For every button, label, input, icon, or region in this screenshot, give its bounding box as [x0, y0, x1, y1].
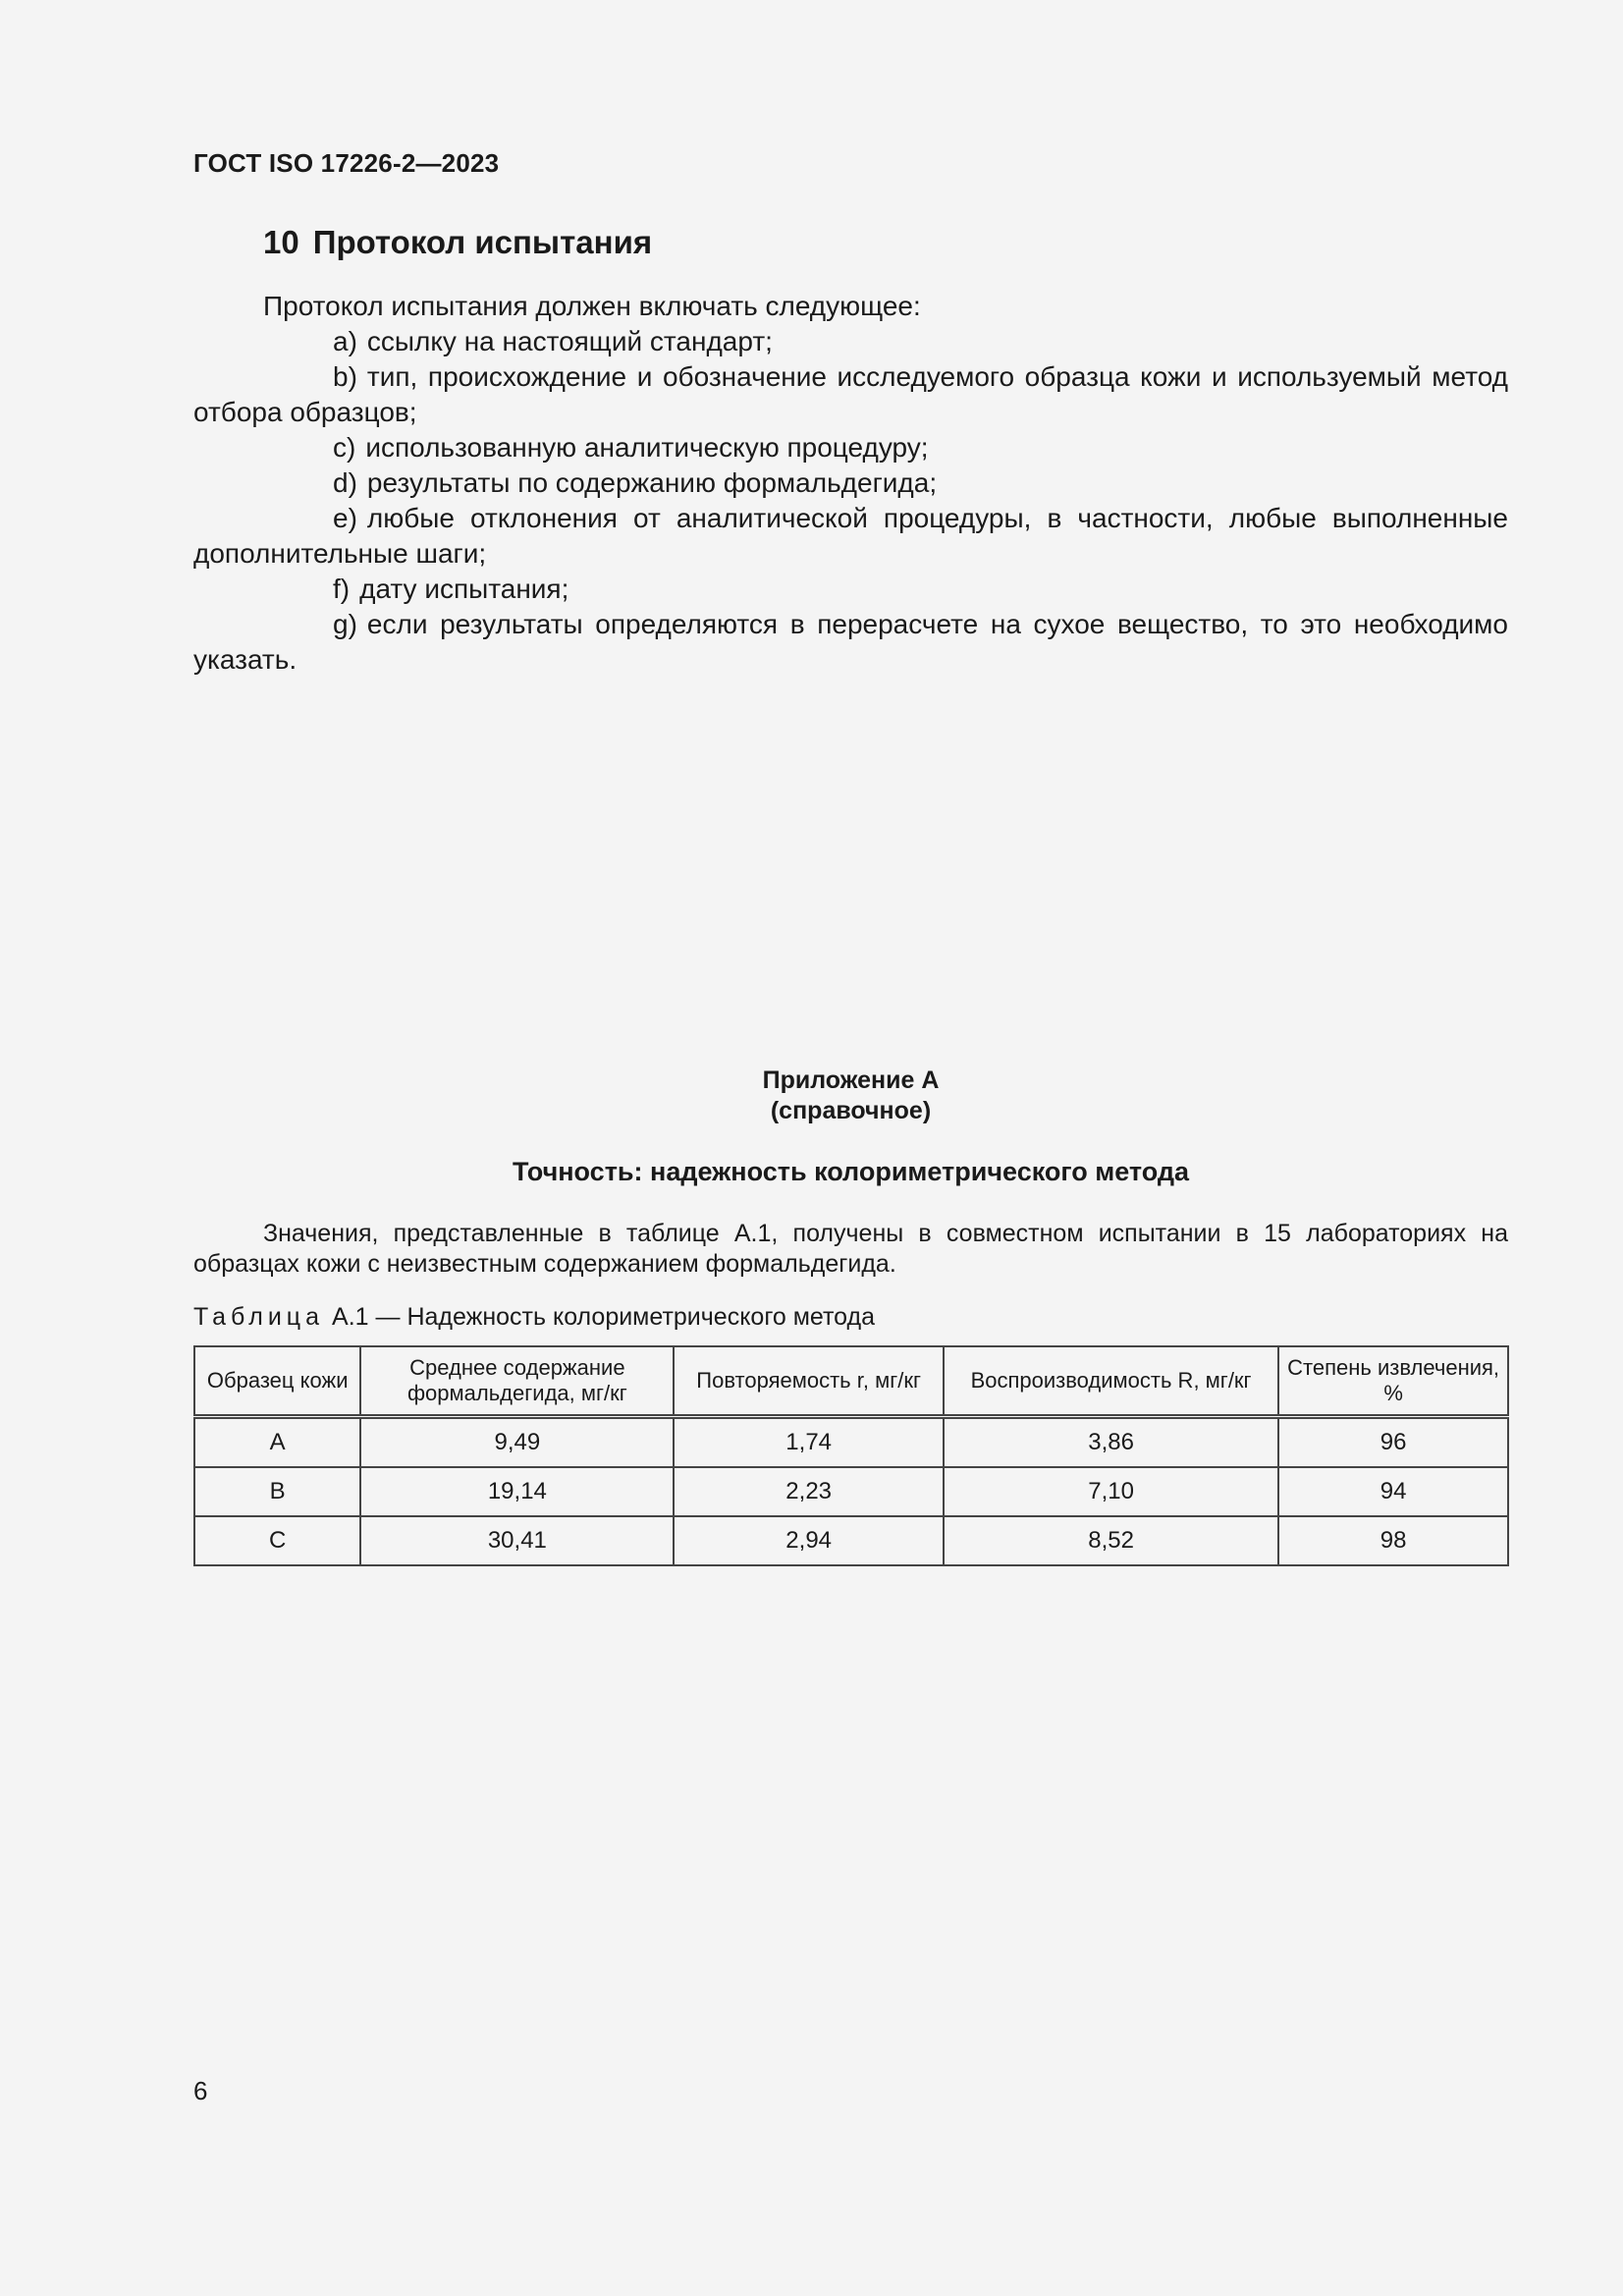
- section-heading: [263, 224, 652, 261]
- table-caption: [193, 1303, 875, 1332]
- cell-recovery: 94: [1278, 1467, 1508, 1516]
- list-item: [193, 324, 1508, 359]
- list-marker: e): [333, 503, 357, 533]
- annex-paragraph: Значения, представленные в таблице А.1, получены в совместном испытании в 15 лабораториях на образцах кожи с неизвестным содержанием формальдегида.: [193, 1220, 1508, 1278]
- list-item-text: дату испытания;: [359, 574, 569, 604]
- section-number: 10: [263, 224, 299, 260]
- cell-mean-content: 19,14: [360, 1467, 674, 1516]
- cell-recovery: 98: [1278, 1516, 1508, 1565]
- list-marker: f): [333, 574, 351, 604]
- annex-status: (справочное): [770, 1097, 932, 1124]
- header-recovery: Степень извлечения, %: [1278, 1346, 1508, 1417]
- table-caption-title: А.1 — Надежность колориметрического метода: [332, 1303, 876, 1331]
- cell-sample: В: [194, 1467, 360, 1516]
- list-marker: а): [333, 326, 357, 356]
- header-reproducibility: Воспроизводимость R, мг/кг: [944, 1346, 1278, 1417]
- protocol-body: [193, 289, 1508, 678]
- cell-reproducibility: 8,52: [944, 1516, 1278, 1565]
- list-marker: g): [333, 609, 357, 639]
- cell-reproducibility: 7,10: [944, 1467, 1278, 1516]
- cell-recovery: 96: [1278, 1417, 1508, 1468]
- list-item: [193, 465, 1508, 501]
- cell-repeatability: 2,23: [674, 1467, 944, 1516]
- header-sample: Образец кожи: [194, 1346, 360, 1417]
- list-item-text: тип, происхождение и обозначение исследуемого образца кожи и используемый метод отбора образцов;: [193, 361, 1508, 427]
- document-header: ГОСТ ISO 17226-2—2023: [193, 148, 500, 178]
- list-item: [193, 359, 1508, 430]
- page-number: 6: [193, 2076, 208, 2105]
- list-item-text: использованную аналитическую процедуру;: [365, 432, 929, 463]
- list-item-text: результаты по содержанию формальдегида;: [366, 467, 938, 498]
- header-repeatability: Повторяемость r, мг/кг: [674, 1346, 944, 1417]
- cell-repeatability: 1,74: [674, 1417, 944, 1468]
- list-marker: d): [333, 467, 357, 498]
- list-item-text: любые отклонения от аналитической процедуры, в частности, любые выполненные дополнительные шаги;: [193, 503, 1508, 569]
- list-item: [193, 430, 1508, 465]
- cell-reproducibility: 3,86: [944, 1417, 1278, 1468]
- annex-label: Приложение А: [762, 1066, 940, 1094]
- list-item: [193, 607, 1508, 678]
- cell-repeatability: 2,94: [674, 1516, 944, 1565]
- annex-heading: [193, 1066, 1508, 1126]
- table-row: [194, 1417, 1508, 1468]
- list-item: [193, 572, 1508, 607]
- list-item-text: если результаты определяются в перерасчете на сухое вещество, то это необходимо указать.: [193, 609, 1508, 675]
- annex-title: Точность: надежность колориметрического метода: [512, 1157, 1190, 1186]
- precision-table: [193, 1345, 1509, 1566]
- table-row: [194, 1516, 1508, 1565]
- table-header-row: [194, 1346, 1508, 1417]
- list-item: [193, 501, 1508, 572]
- cell-mean-content: 30,41: [360, 1516, 674, 1565]
- cell-sample: С: [194, 1516, 360, 1565]
- section-title-text: Протокол испытания: [312, 224, 653, 260]
- protocol-intro: Протокол испытания должен включать следующее:: [263, 291, 921, 321]
- list-marker: b): [333, 361, 357, 392]
- table-caption-prefix: Таблица: [193, 1303, 325, 1331]
- table-row: [194, 1467, 1508, 1516]
- list-marker: c): [333, 432, 356, 463]
- cell-mean-content: 9,49: [360, 1417, 674, 1468]
- list-item-text: ссылку на настоящий стандарт;: [366, 326, 773, 356]
- cell-sample: А: [194, 1417, 360, 1468]
- header-mean-content: Среднее содержание формальдегида, мг/кг: [360, 1346, 674, 1417]
